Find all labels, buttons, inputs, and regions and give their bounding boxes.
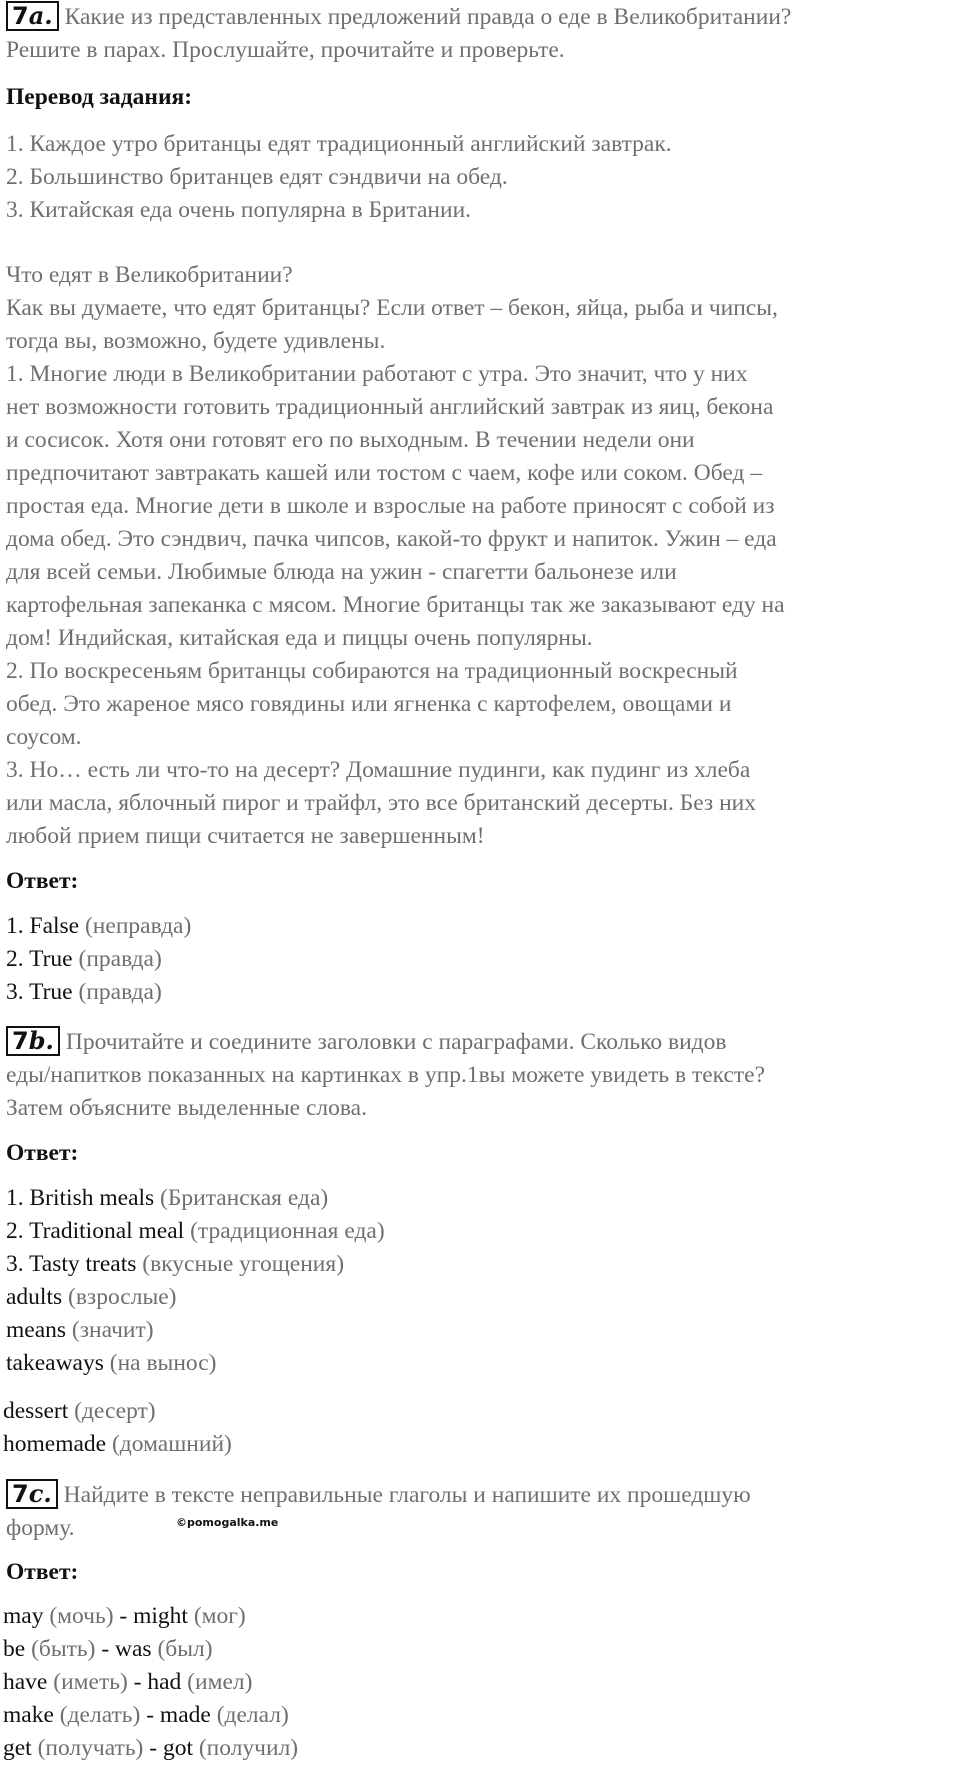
translation-heading-block xyxy=(6,82,956,112)
answer-item: 1. British meals (Британская еда) xyxy=(6,1185,329,1211)
task-7c-text: 7c. Найдите в тексте неправильные глаголы и напишите их прошедшую xyxy=(6,1479,956,1512)
task-7a-text-line2: Решите в парах. Прослушайте, прочитайте и проверьте. xyxy=(6,37,565,63)
task-7b-text: Затем объясните выделенные слова. xyxy=(6,1095,367,1121)
answer-7b-heading-block xyxy=(6,1138,956,1168)
answers-7a xyxy=(6,910,956,1009)
answer-item: takeaways (на вынос) xyxy=(6,1350,217,1376)
answer-heading: Ответ: xyxy=(6,868,79,894)
text-line: любой прием пищи считается не завершенным! xyxy=(6,823,485,849)
answer-item: dessert (десерт) xyxy=(3,1398,156,1424)
text-line: и сосисок. Хотя они готовят его по выходным. В течении недели они xyxy=(6,427,695,453)
verb-item: make (делать) - made (делал) xyxy=(3,1702,289,1728)
answers-7b-extra xyxy=(3,1395,953,1461)
answer-item: adults (взрослые) xyxy=(6,1284,177,1310)
task-7a-text: 7a. Какие из представленных предложений правда о еде в Великобритании? xyxy=(6,1,956,34)
verb-item: be (быть) - was (был) xyxy=(3,1636,213,1662)
verb-item: may (мочь) - might (мог) xyxy=(3,1603,246,1629)
answer-7a-heading-block xyxy=(6,866,956,896)
task-7a-header xyxy=(6,1,956,67)
task-7c-text: форму. xyxy=(6,1515,75,1541)
task-7b-text: 7b. Прочитайте и соедините заголовки с параграфами. Сколько видов xyxy=(6,1026,956,1059)
answer-item: 1. False (неправда) xyxy=(6,913,192,939)
answer-item: means (значит) xyxy=(6,1317,154,1343)
task-7b-header xyxy=(6,1026,956,1125)
answer-item: homemade (домашний) xyxy=(3,1431,232,1457)
text-line: тогда вы, возможно, будете удивлены. xyxy=(6,328,386,354)
verbs-list xyxy=(3,1600,953,1765)
reading-text xyxy=(6,259,956,853)
statements-list xyxy=(6,128,956,227)
text-line: дома обед. Это сэндвич, пачка чипсов, какой-то фрукт и напиток. Ужин – еда xyxy=(6,526,777,552)
text-line: или масла, яблочный пирог и трайфл, это все британский десерты. Без них xyxy=(6,790,756,816)
answer-heading: Ответ: xyxy=(6,1559,79,1585)
answer-item: 3. Tasty treats (вкусные угощения) xyxy=(6,1251,345,1277)
text-line: Что едят в Великобритании? xyxy=(6,262,293,288)
watermark: ©pomogalka.me xyxy=(176,1516,279,1529)
task-7c-header xyxy=(6,1479,956,1545)
text-line: нет возможности готовить традиционный английский завтрак из яиц, бекона xyxy=(6,394,774,420)
text-line: 1. Многие люди в Великобритании работают с утра. Это значит, что у них xyxy=(6,361,748,387)
answer-item: 3. True (правда) xyxy=(6,979,162,1005)
text-line: 3. Но… есть ли что-то на десерт? Домашние пудинги, как пудинг из хлеба xyxy=(6,757,751,783)
text-line: соусом. xyxy=(6,724,82,750)
task-7c-label: 7c. xyxy=(6,1479,58,1509)
statement-item: 1. Каждое утро британцы едят традиционный английский завтрак. xyxy=(6,131,672,157)
verb-item: have (иметь) - had (имел) xyxy=(3,1669,253,1695)
statement-item: 2. Большинство британцев едят сэндвичи на обед. xyxy=(6,164,508,190)
text-line: для всей семьи. Любимые блюда на ужин - спагетти бальонезе или xyxy=(6,559,677,585)
task-7b-label: 7b. xyxy=(6,1026,60,1056)
task-7a-label: 7a. xyxy=(6,1,59,31)
text-line: предпочитают завтракать кашей или тостом с чаем, кофе или соком. Обед – xyxy=(6,460,763,486)
verb-item: get (получать) - got (получил) xyxy=(3,1735,299,1761)
answer-item: 2. Traditional meal (традиционная еда) xyxy=(6,1218,385,1244)
text-line: обед. Это жареное мясо говядины или ягненка с картофелем, овощами и xyxy=(6,691,732,717)
text-line: дом! Индийская, китайская еда и пиццы очень популярны. xyxy=(6,625,593,651)
translation-heading: Перевод задания: xyxy=(6,84,193,110)
answers-7b xyxy=(6,1182,956,1380)
answer-item: 2. True (правда) xyxy=(6,946,162,972)
text-line: 2. По воскресеньям британцы собираются на традиционный воскресный xyxy=(6,658,738,684)
statement-item: 3. Китайская еда очень популярна в Британии. xyxy=(6,197,472,223)
answer-7c-heading-block xyxy=(6,1557,956,1587)
text-line: простая еда. Многие дети в школе и взрослые на работе приносят с собой из xyxy=(6,493,775,519)
task-7b-text: еды/напитков показанных на картинках в упр.1вы можете увидеть в тексте? xyxy=(6,1062,766,1088)
text-line: картофельная запеканка с мясом. Многие британцы так же заказывают еду на xyxy=(6,592,785,618)
answer-heading: Ответ: xyxy=(6,1140,79,1166)
text-line: Как вы думаете, что едят британцы? Если ответ – бекон, яйца, рыба и чипсы, xyxy=(6,295,778,321)
